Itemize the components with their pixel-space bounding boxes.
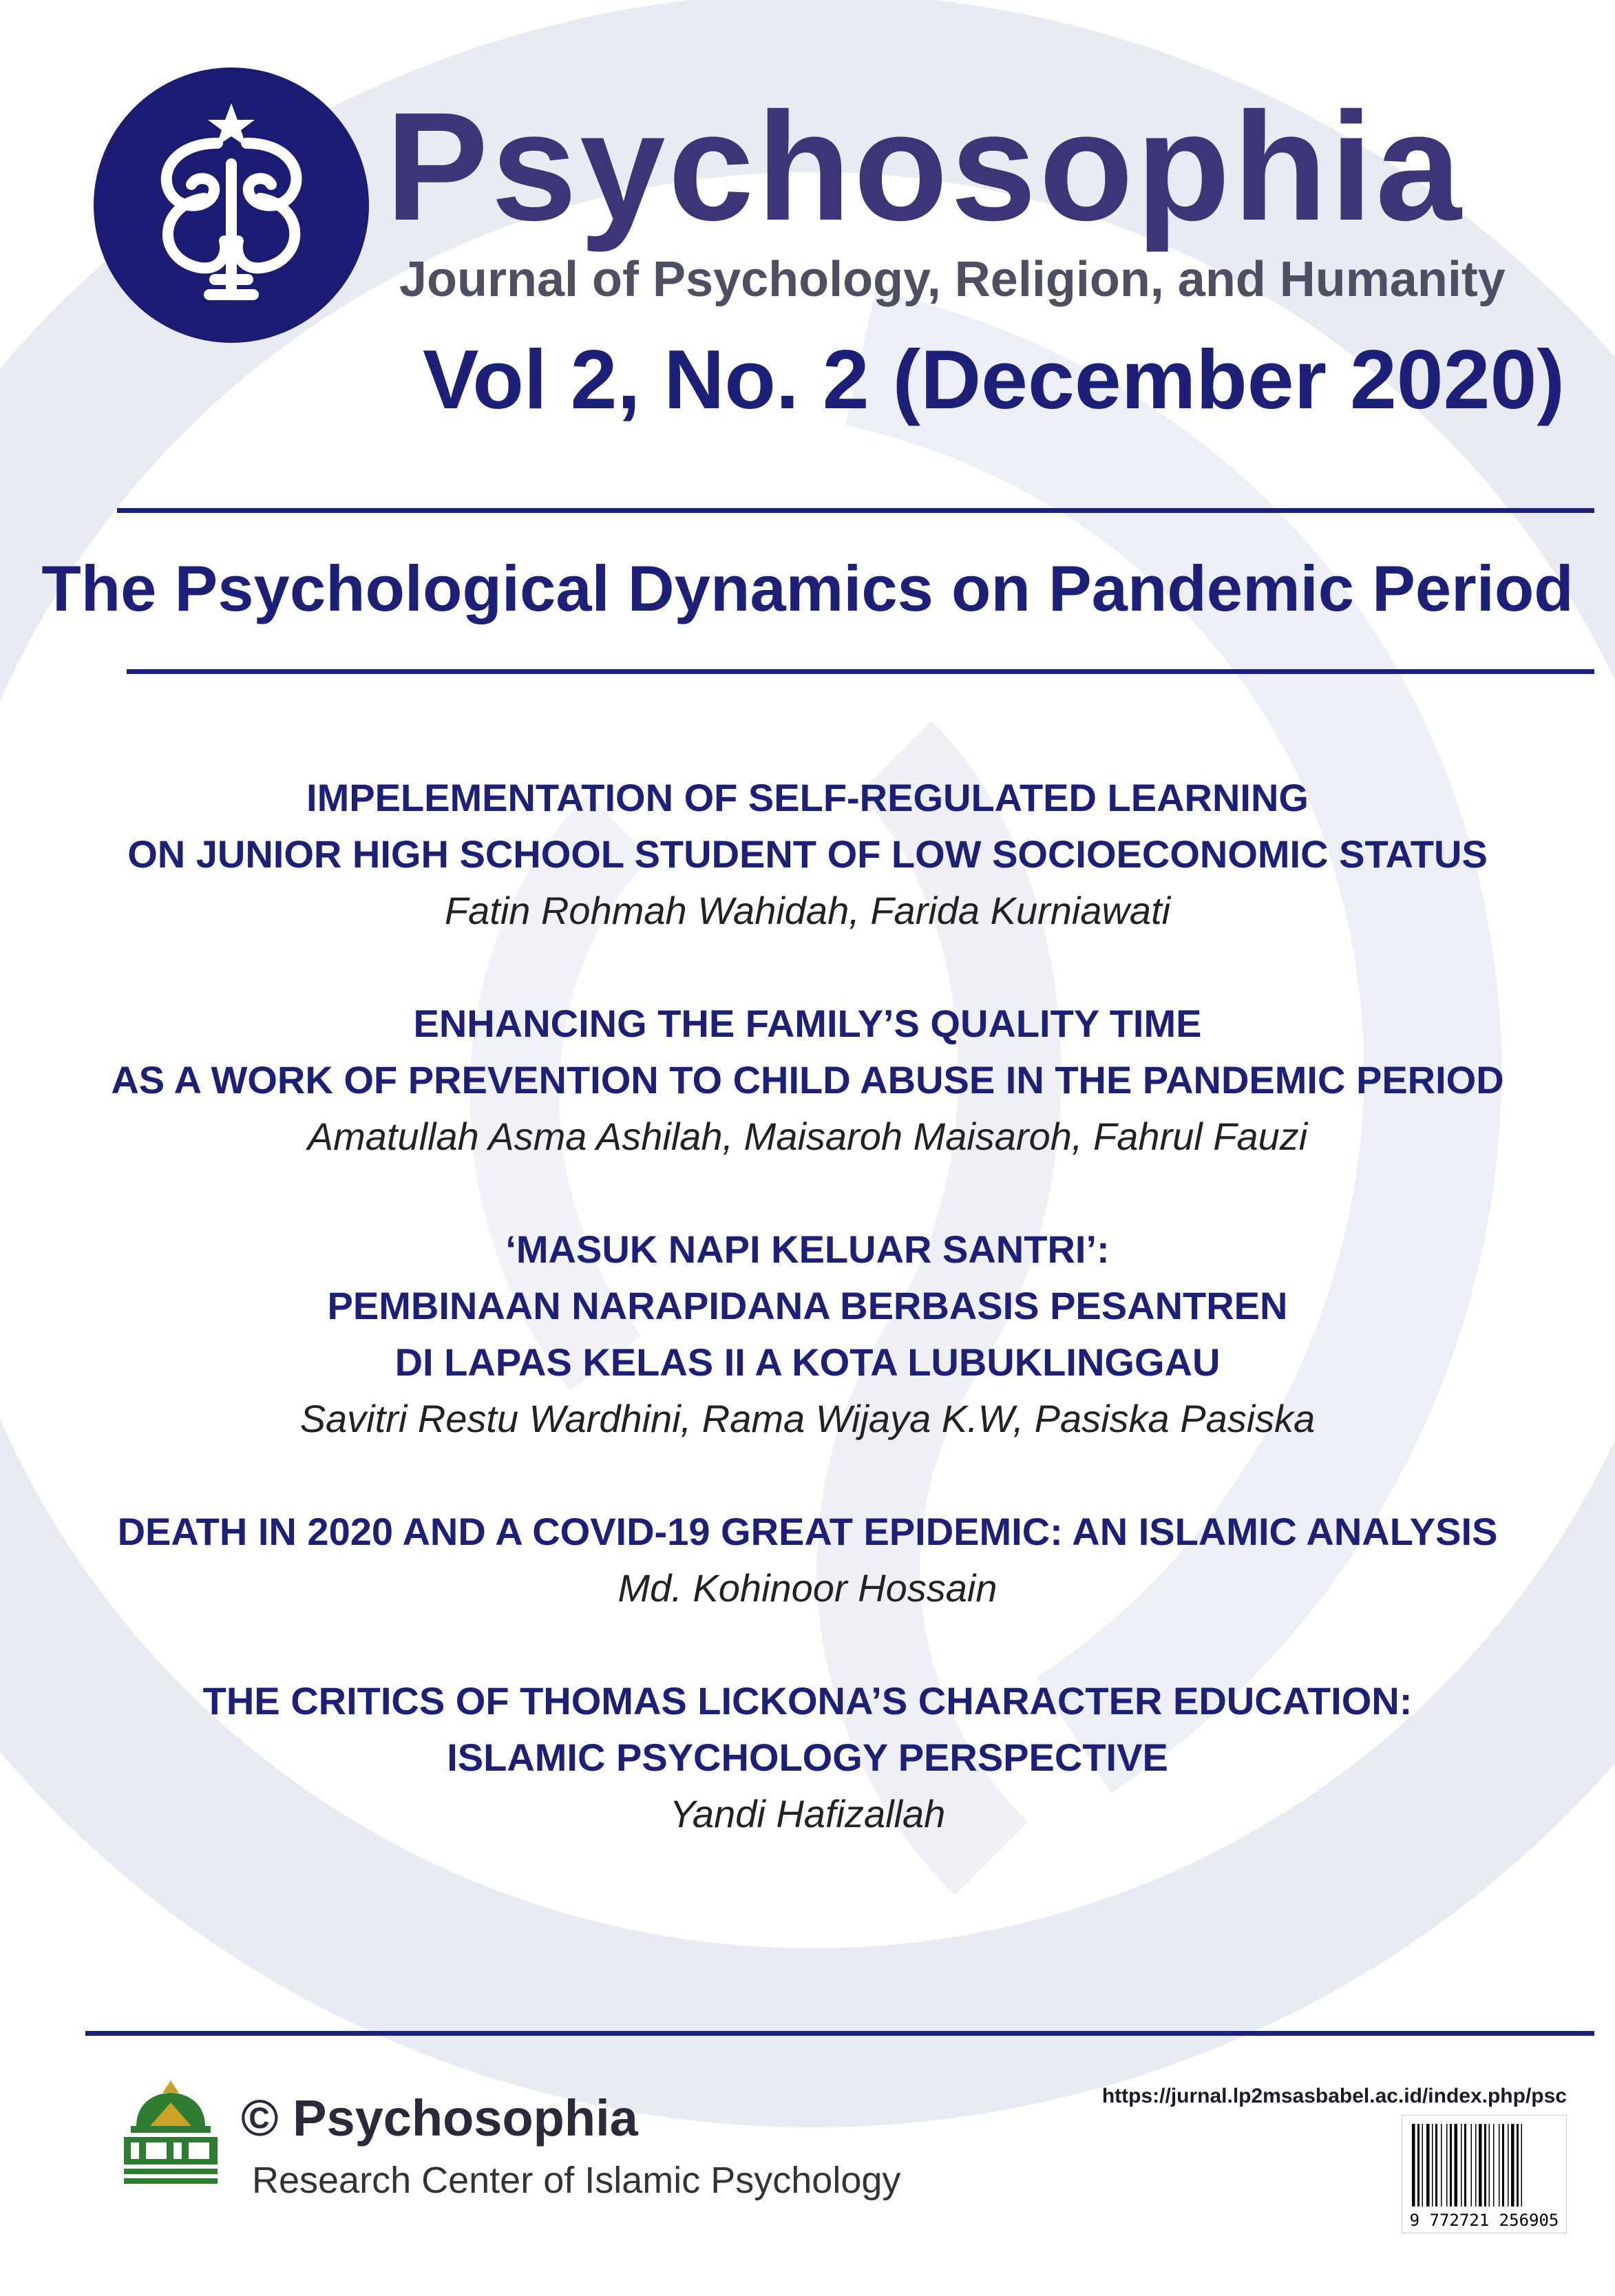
journal-logo-emblem [94,61,369,350]
article-title-line: ENHANCING THE FAMILY’S QUALITY TIME [413,1002,1202,1045]
barcode-bar [1417,2124,1419,2207]
journal-subtitle: Journal of Psychology, Religion, and Humanity [399,252,1506,307]
footer-divider [85,2031,1594,2036]
barcode-bar [1461,2124,1462,2207]
article-authors: Savitri Restu Wardhini, Rama Wijaya K.W, Pasiska Pasiska [299,1397,1316,1440]
institution-logo [116,2078,226,2193]
footer-copyright-brand: © Psychosophia [241,2089,638,2147]
barcode-bar [1493,2124,1495,2207]
barcode-bar [1464,2124,1466,2207]
issn-barcode [1402,2115,1567,2233]
article-title-line: ON JUNIOR HIGH SCHOOL STUDENT OF LOW SOCIOECONOMIC STATUS [127,832,1488,876]
barcode-bar [1511,2124,1514,2207]
article-entry [0,996,1615,1165]
article-title-line: DEATH IN 2020 AND A COVID-19 GREAT EPIDEMIC: AN ISLAMIC ANALYSIS [117,1510,1498,1553]
barcode-number: 9 772721 256905 [1409,2211,1559,2230]
journal-url-link[interactable]: https://jurnal.lp2msasbabel.ac.id/index.php/psc [1101,2085,1567,2107]
barcode-bar [1517,2124,1519,2207]
barcode-bar [1432,2124,1433,2207]
article-title-line: ISLAMIC PSYCHOLOGY PERSPECTIVE [447,1736,1168,1779]
barcode-bar [1475,2124,1477,2207]
article-entry [0,770,1615,939]
article-entry [0,1221,1615,1447]
article-authors: Amatullah Asma Ashilah, Maisaroh Maisaroh, Fahrul Fauzi [307,1115,1308,1158]
issue-theme-heading: The Psychological Dynamics on Pandemic Period [41,552,1574,624]
barcode-bar [1412,2124,1415,2207]
barcode-bar [1441,2124,1442,2207]
article-title-line: THE CRITICS OF THOMAS LICKONA’S CHARACTER EDUCATION: [202,1679,1413,1723]
article-entry [0,1673,1615,1842]
barcode-bar [1450,2124,1452,2207]
volume-issue-date: Vol 2, No. 2 (December 2020) [423,333,1565,426]
barcode-bar [1426,2124,1430,2207]
barcode-bar [1471,2124,1472,2207]
barcode-bar [1502,2124,1504,2207]
article-title-line: DI LAPAS KELAS II A KOTA LUBUKLINGGAU [394,1340,1221,1384]
footer-research-center: Research Center of Islamic Psychology [252,2160,901,2201]
barcode-bar [1479,2124,1482,2207]
barcode-bar [1435,2124,1437,2207]
barcode-bar [1489,2124,1490,2207]
barcode-bar [1508,2124,1509,2207]
article-title-line: IMPELEMENTATION OF SELF-REGULATED LEARNING [306,776,1309,819]
theme-divider [127,669,1594,674]
barcode-bar [1484,2124,1486,2207]
article-title-line: PEMBINAAN NARAPIDANA BERBASIS PESANTREN [327,1284,1288,1327]
article-entry [0,1504,1615,1616]
barcode-bar [1422,2124,1424,2207]
table-of-contents [0,770,1615,1842]
barcode-bars [1409,2124,1559,2207]
article-authors: Fatin Rohmah Wahidah, Farida Kurniawati [444,889,1171,932]
barcode-bar [1455,2124,1458,2207]
article-authors: Md. Kohinoor Hossain [618,1566,997,1610]
article-title-line: ‘MASUK NAPI KELUAR SANTRI’: [505,1228,1110,1271]
journal-title: Psychosophia [386,81,1464,253]
barcode-bar [1521,2124,1523,2207]
barcode-bar [1499,2124,1500,2207]
article-title-line: AS A WORK OF PREVENTION TO CHILD ABUSE IN THE PANDEMIC PERIOD [111,1058,1504,1102]
top-divider [117,508,1594,513]
article-authors: Yandi Hafizallah [669,1792,946,1835]
barcode-bar [1446,2124,1448,2207]
